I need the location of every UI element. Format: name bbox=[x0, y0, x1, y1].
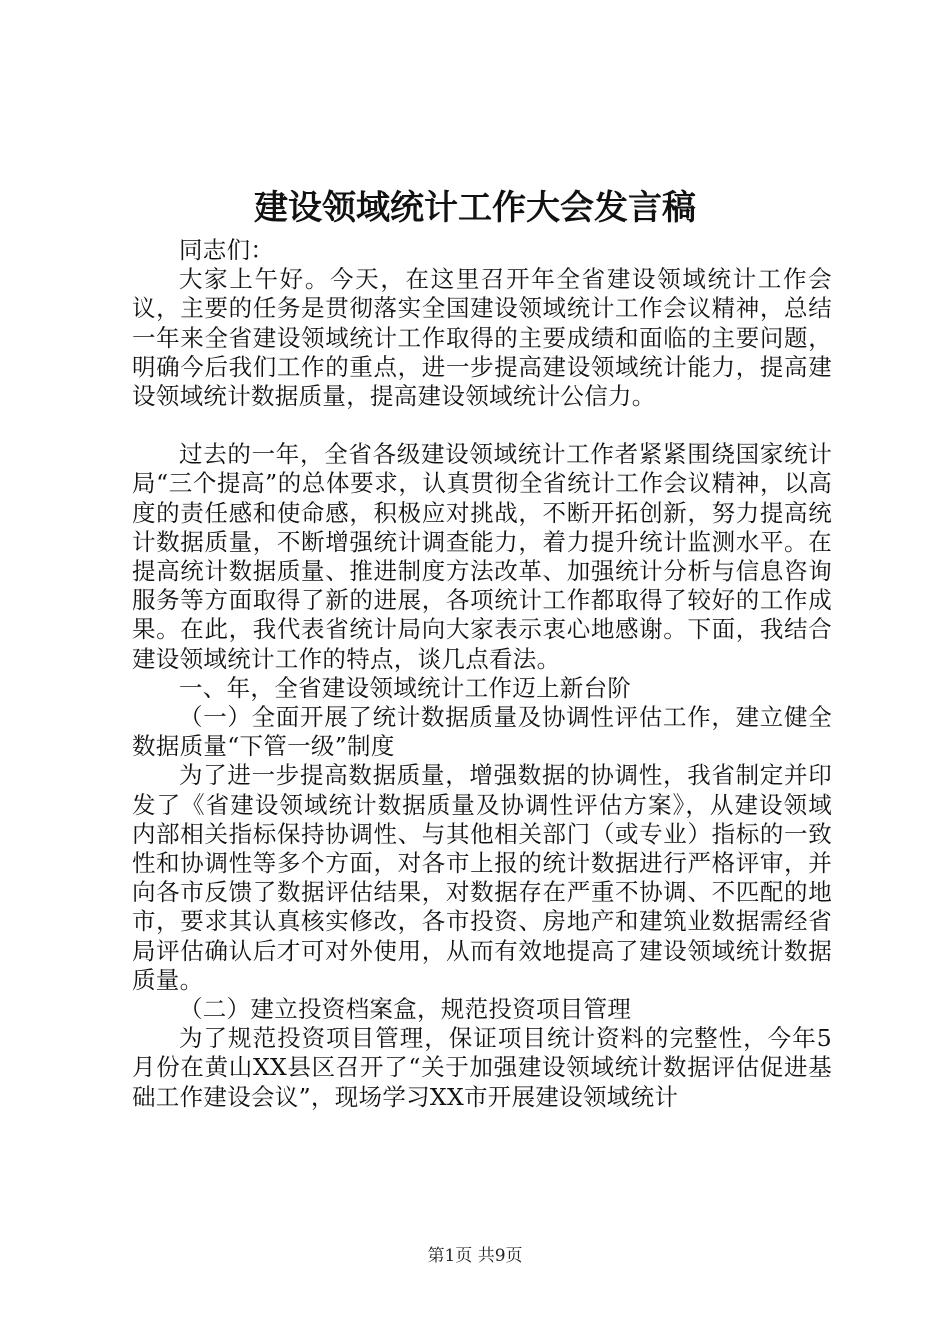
paragraph-investment-archive: 为了规范投资项目管理，保证项目统计资料的完整性，今年5月份在黄山XX县区召开了“关于加强建设领域统计数据评估促进基础工作建设会议”，现场学习XX市开展建设领域统计 bbox=[132, 1024, 832, 1111]
paragraph-quality-assessment: 为了进一步提高数据质量，增强数据的协调性，我省制定并印发了《省建设领域统计数据质量及协调性评估方案》，从建设领域内部相关指标保持协调性、与其他相关部门（或专业）指标的一致性和协调性等多个方面，对各市上报的统计数据进行严格评审，并向各市反馈了数据评估结果，对数据存在严重不协调、不匹配的地市，要求其认真核实修改，各市投资、房地产和建筑业数据需经省局评估确认后才可对外使用，从而有效地提高了建设领域统计数据质量。 bbox=[132, 761, 832, 994]
paragraph-opening: 大家上午好。今天，在这里召开年全省建设领域统计工作会议，主要的任务是贯彻落实全国建设领域统计工作会议精神，总结一年来全省建设领域统计工作取得的主要成绩和面临的主要问题，明确今后我们工作的重点，进一步提高建设领域统计能力，提高建设领域统计数据质量，提高建设领域统计公信力。 bbox=[132, 265, 832, 411]
document-body bbox=[132, 236, 832, 1112]
page-number: 第1页 共9页 bbox=[427, 1246, 523, 1266]
paragraph-review: 过去的一年，全省各级建设领域统计工作者紧紧围绕国家统计局“三个提高”的总体要求，认真贯彻全省统计工作会议精神，以高度的责任感和使命感，积极应对挑战，不断开拓创新，努力提高统计数据质量，不断增强统计调查能力，着力提升统计监测水平。在提高统计数据质量、推进制度方法改革、加强统计分析与信息咨询服务等方面取得了新的进展，各项统计工作都取得了较好的工作成果。在此，我代表省统计局向大家表示衷心地感谢。下面，我结合建设领域统计工作的特点，谈几点看法。 bbox=[132, 440, 832, 673]
page-title: 建设领域统计工作大会发言稿 bbox=[254, 188, 696, 228]
subsection-heading-1: （一）全面开展了统计数据质量及协调性评估工作，建立健全数据质量“下管一级”制度 bbox=[132, 703, 832, 761]
salutation: 同志们： bbox=[179, 236, 275, 264]
section-heading-1: 一、年，全省建设领域统计工作迈上新台阶 bbox=[179, 673, 632, 702]
subsection-heading-2: （二）建立投资档案盒，规范投资项目管理 bbox=[179, 995, 632, 1024]
